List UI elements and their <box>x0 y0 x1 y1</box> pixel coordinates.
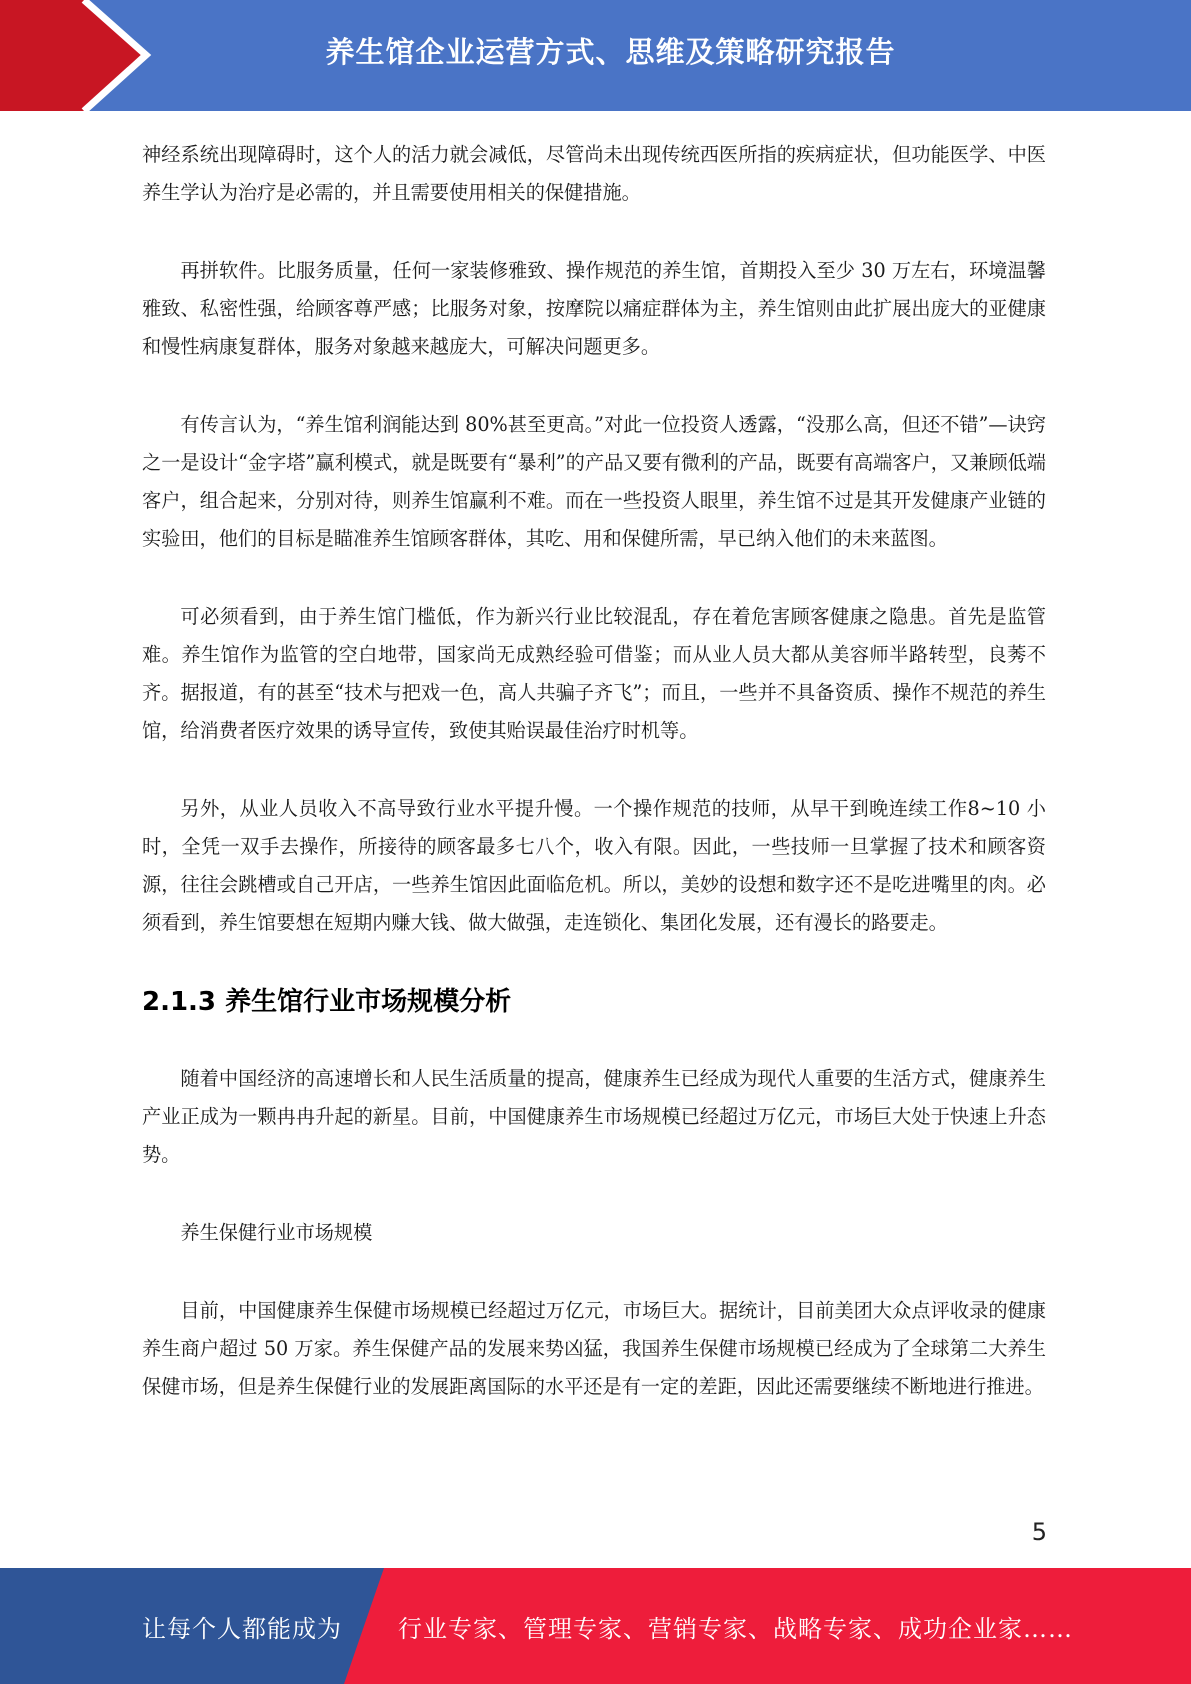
body-paragraph-7: 目前，中国健康养生保健市场规模已经超过万亿元，市场巨大。据统计，目前美团大众点评收录的健康养生商户超过 50 万家。养生保健产品的发展来势凶猛，我国养生保健市场规模已经成为了全球第二大养生保健市场，但是养生保健行业的发展距离国际的水平还是有一定的差距，因此还需要继续不断地进行推进。 <box>142 1299 1046 1398</box>
header-arrow-logo <box>0 0 160 111</box>
body-paragraph-5: 另外，从业人员收入不高导致行业水平提升慢。一个操作规范的技师，从早干到晚连续工作8~10 小时，全凭一双手去操作，所接待的顾客最多七八个，收入有限。因此，一些技师一旦掌握了技术和顾客资源，往往会跳槽或自己开店，一些养生馆因此面临危机。所以，美妙的设想和数字还不是吃进嘴里的肉。必须看到，养生馆要想在短期内赚大钱、做大做强，走连锁化、集团化发展，还有漫长的路要走。 <box>142 797 1046 934</box>
arrow-red-shape <box>0 0 146 111</box>
document-body <box>142 136 1046 1446</box>
page-header <box>0 0 1191 111</box>
page-footer <box>0 1568 1191 1684</box>
section-heading: 2.1.3 养生馆行业市场规模分析 <box>142 987 512 1017</box>
body-paragraph-6: 随着中国经济的高速增长和人民生活质量的提高，健康养生已经成为现代人重要的生活方式，健康养生产业正成为一颗冉冉升起的新星。目前，中国健康养生市场规模已经超过万亿元，市场巨大处于快速上升态势。 <box>142 1067 1046 1166</box>
footer-slogan-right: 行业专家、管理专家、营销专家、战略专家、成功企业家…… <box>398 1614 1073 1643</box>
footer-slogan-left: 让每个人都能成为 <box>142 1614 342 1643</box>
page-number: 5 <box>1031 1518 1047 1546</box>
header-title: 养生馆企业运营方式、思维及策略研究报告 <box>325 34 896 69</box>
body-paragraph-2: 再拼软件。比服务质量，任何一家装修雅致、操作规范的养生馆，首期投入至少 30 万左右，环境温馨雅致、私密性强，给顾客尊严感；比服务对象，按摩院以痛症群体为主，养生馆则由此扩展出庞大的亚健康和慢性病康复群体，服务对象越来越庞大，可解决问题更多。 <box>142 259 1046 358</box>
subheading: 养生保健行业市场规模 <box>180 1221 373 1244</box>
body-paragraph-3: 有传言认为，“养生馆利润能达到 80%甚至更高。”对此一位投资人透露，“没那么高，但还不错”—诀窍之一是设计“金字塔”赢利模式，就是既要有“暴利”的产品又要有微利的产品，既要有高端客户，又兼顾低端客户，组合起来，分别对待，则养生馆赢利不难。而在一些投资人眼里，养生馆不过是其开发健康产业链的实验田，他们的目标是瞄准养生馆顾客群体，其吃、用和保健所需，早已纳入他们的未来蓝图。 <box>142 413 1046 550</box>
body-paragraph-4: 可必须看到，由于养生馆门槛低，作为新兴行业比较混乱，存在着危害顾客健康之隐患。首先是监管难。养生馆作为监管的空白地带，国家尚无成熟经验可借鉴；而从业人员大都从美容师半路转型，良莠不齐。据报道，有的甚至“技术与把戏一色，高人共骗子齐飞”；而且，一些并不具备资质、操作不规范的养生馆，给消费者医疗效果的诱导宣传，致使其贻误最佳治疗时机等。 <box>142 605 1046 742</box>
body-paragraph-1: 神经系统出现障碍时，这个人的活力就会减低，尽管尚未出现传统西医所指的疾病症状，但功能医学、中医养生学认为治疗是必需的，并且需要使用相关的保健措施。 <box>142 143 1046 204</box>
